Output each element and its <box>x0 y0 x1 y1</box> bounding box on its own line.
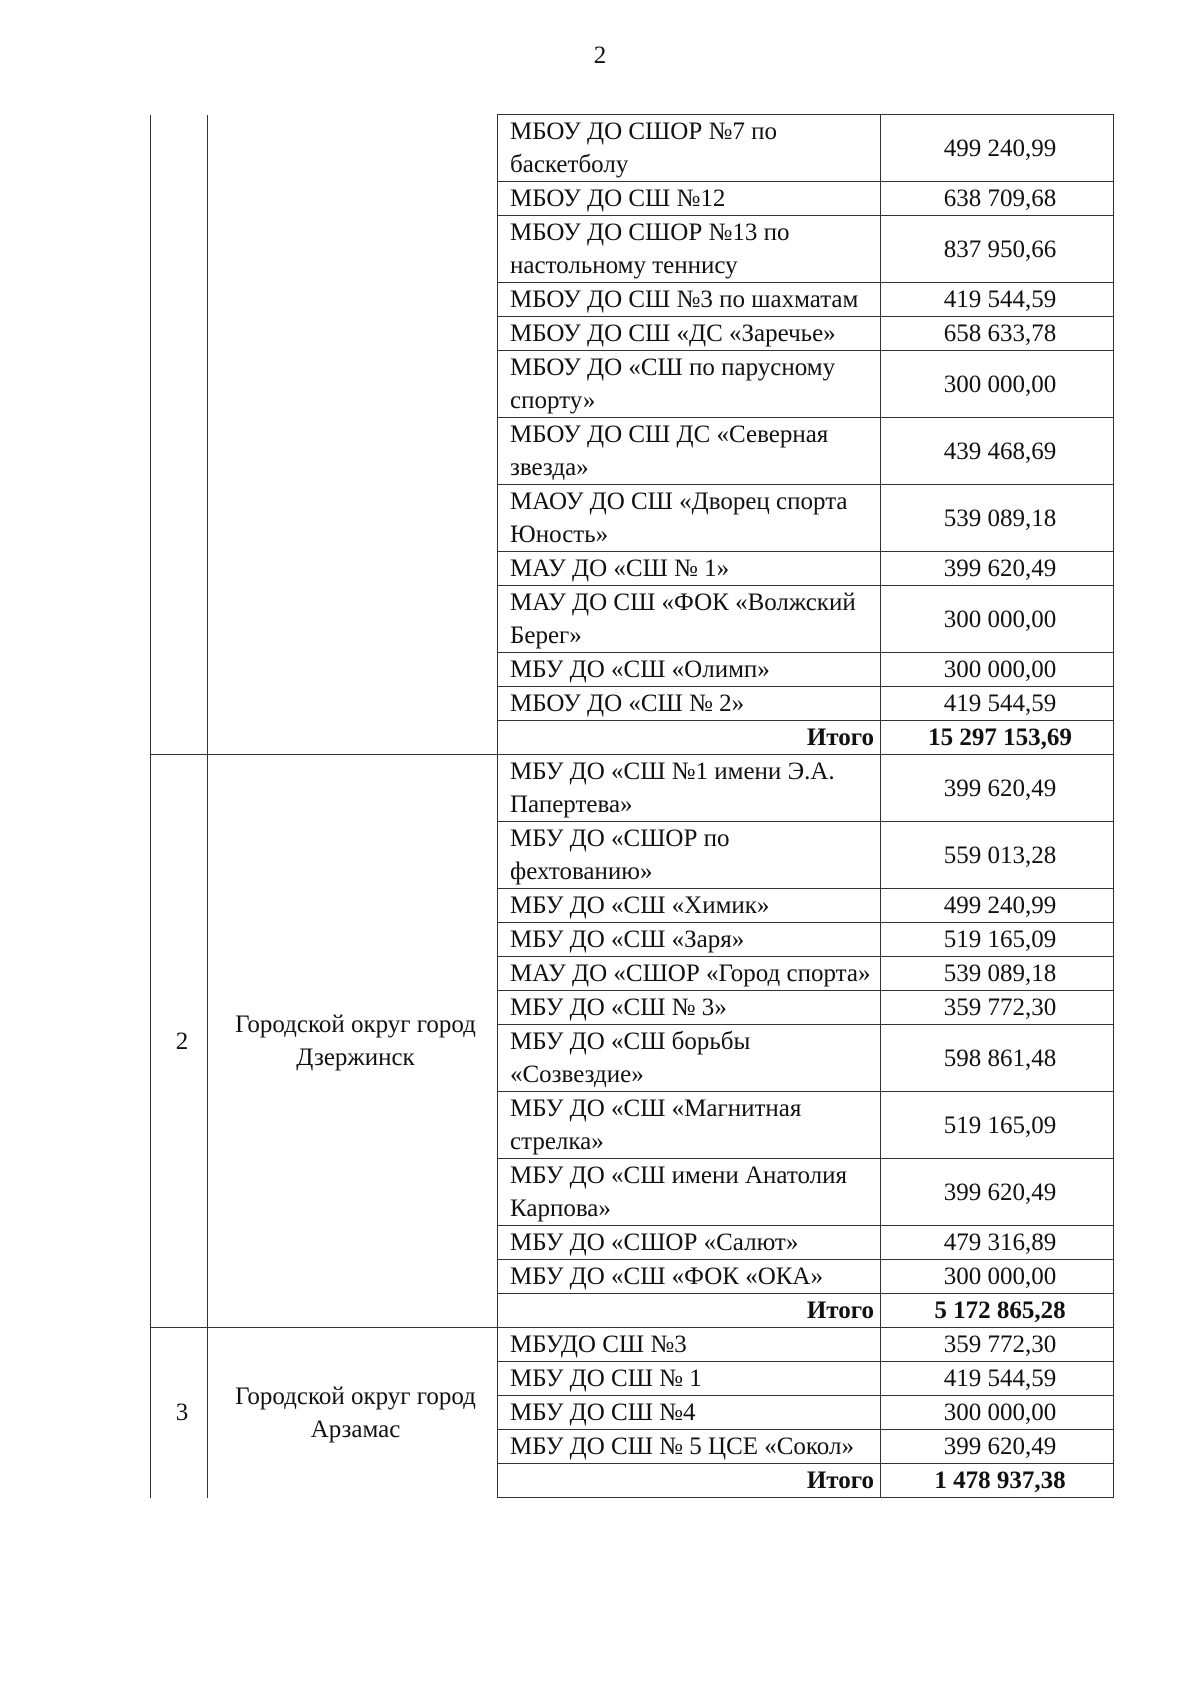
table-body <box>151 115 1114 1498</box>
organization-cell: МБОУ ДО СШОР №7 по баскетболу <box>498 115 881 182</box>
amount-cell: 419 544,59 <box>881 283 1114 317</box>
organization-cell: МБУ ДО «СШ имени Анатолия Карпова» <box>498 1159 881 1226</box>
organization-cell: МБОУ ДО «СШ № 2» <box>498 687 881 721</box>
amount-cell: 479 316,89 <box>881 1226 1114 1260</box>
amount-cell: 539 089,18 <box>881 957 1114 991</box>
amount-cell: 359 772,30 <box>881 1328 1114 1362</box>
amount-cell: 300 000,00 <box>881 351 1114 418</box>
organization-cell: МБОУ ДО «СШ по парусному спорту» <box>498 351 881 418</box>
organization-cell: МБОУ ДО СШ №3 по шахматам <box>498 283 881 317</box>
organization-cell: МБУДО СШ №3 <box>498 1328 881 1362</box>
organization-cell: МБУ ДО «СШ «Заря» <box>498 923 881 957</box>
amount-cell: 300 000,00 <box>881 1396 1114 1430</box>
page-number: 2 <box>593 42 607 69</box>
organization-cell: МАОУ ДО СШ «Дворец спорта Юность» <box>498 485 881 552</box>
organization-cell: МАУ ДО «СШ № 1» <box>498 552 881 586</box>
row-number-cell: 3 <box>151 1328 208 1498</box>
organization-cell: МБУ ДО «СШ №1 имени Э.А. Папертева» <box>498 755 881 822</box>
amount-cell: 598 861,48 <box>881 1025 1114 1092</box>
amount-cell: 419 544,59 <box>881 1362 1114 1396</box>
total-label: Итого <box>498 721 881 755</box>
amount-cell: 419 544,59 <box>881 687 1114 721</box>
organization-cell: МБОУ ДО СШ №12 <box>498 182 881 216</box>
organization-cell: МБУ ДО СШ №4 <box>498 1396 881 1430</box>
district-cell: Городской округ город Арзамас <box>208 1328 498 1498</box>
district-cell <box>208 115 498 755</box>
amount-cell: 300 000,00 <box>881 586 1114 653</box>
organization-cell: МБУ ДО «СШОР «Салют» <box>498 1226 881 1260</box>
amount-cell: 399 620,49 <box>881 552 1114 586</box>
total-amount: 1 478 937,38 <box>881 1464 1114 1498</box>
organization-cell: МБУ ДО «СШОР по фехтованию» <box>498 822 881 889</box>
total-label: Итого <box>498 1464 881 1498</box>
organization-cell: МБОУ ДО СШ ДС «Северная звезда» <box>498 418 881 485</box>
district-cell: Городской округ город Дзержинск <box>208 755 498 1328</box>
amount-cell: 399 620,49 <box>881 755 1114 822</box>
amount-cell: 837 950,66 <box>881 216 1114 283</box>
organization-cell: МБУ ДО «СШ «ФОК «ОКА» <box>498 1260 881 1294</box>
table-row <box>151 755 1114 822</box>
organization-cell: МБУ ДО «СШ «Химик» <box>498 889 881 923</box>
row-number-cell <box>151 115 208 755</box>
amount-cell: 539 089,18 <box>881 485 1114 552</box>
organization-cell: МБУ ДО СШ № 5 ЦСЕ «Сокол» <box>498 1430 881 1464</box>
organization-cell: МБУ ДО «СШ «Олимп» <box>498 653 881 687</box>
total-amount: 5 172 865,28 <box>881 1294 1114 1328</box>
table-row <box>151 1328 1114 1362</box>
table-row <box>151 115 1114 182</box>
amount-cell: 399 620,49 <box>881 1159 1114 1226</box>
amount-cell: 658 633,78 <box>881 317 1114 351</box>
organization-cell: МБУ ДО СШ № 1 <box>498 1362 881 1396</box>
organization-cell: МАУ ДО СШ «ФОК «Волжский Берег» <box>498 586 881 653</box>
row-number-cell: 2 <box>151 755 208 1328</box>
amount-cell: 519 165,09 <box>881 923 1114 957</box>
amount-cell: 439 468,69 <box>881 418 1114 485</box>
distribution-table <box>150 114 1114 1498</box>
organization-cell: МБУ ДО «СШ «Магнитная стрелка» <box>498 1092 881 1159</box>
amount-cell: 399 620,49 <box>881 1430 1114 1464</box>
amount-cell: 519 165,09 <box>881 1092 1114 1159</box>
organization-cell: МБУ ДО «СШ борьбы «Созвездие» <box>498 1025 881 1092</box>
amount-cell: 359 772,30 <box>881 991 1114 1025</box>
amount-cell: 559 013,28 <box>881 822 1114 889</box>
amount-cell: 499 240,99 <box>881 889 1114 923</box>
organization-cell: МБОУ ДО СШ «ДС «Заречье» <box>498 317 881 351</box>
amount-cell: 638 709,68 <box>881 182 1114 216</box>
amount-cell: 300 000,00 <box>881 653 1114 687</box>
total-amount: 15 297 153,69 <box>881 721 1114 755</box>
organization-cell: МБОУ ДО СШОР №13 по настольному теннису <box>498 216 881 283</box>
total-label: Итого <box>498 1294 881 1328</box>
amount-cell: 300 000,00 <box>881 1260 1114 1294</box>
organization-cell: МАУ ДО «СШОР «Город спорта» <box>498 957 881 991</box>
organization-cell: МБУ ДО «СШ № 3» <box>498 991 881 1025</box>
amount-cell: 499 240,99 <box>881 115 1114 182</box>
